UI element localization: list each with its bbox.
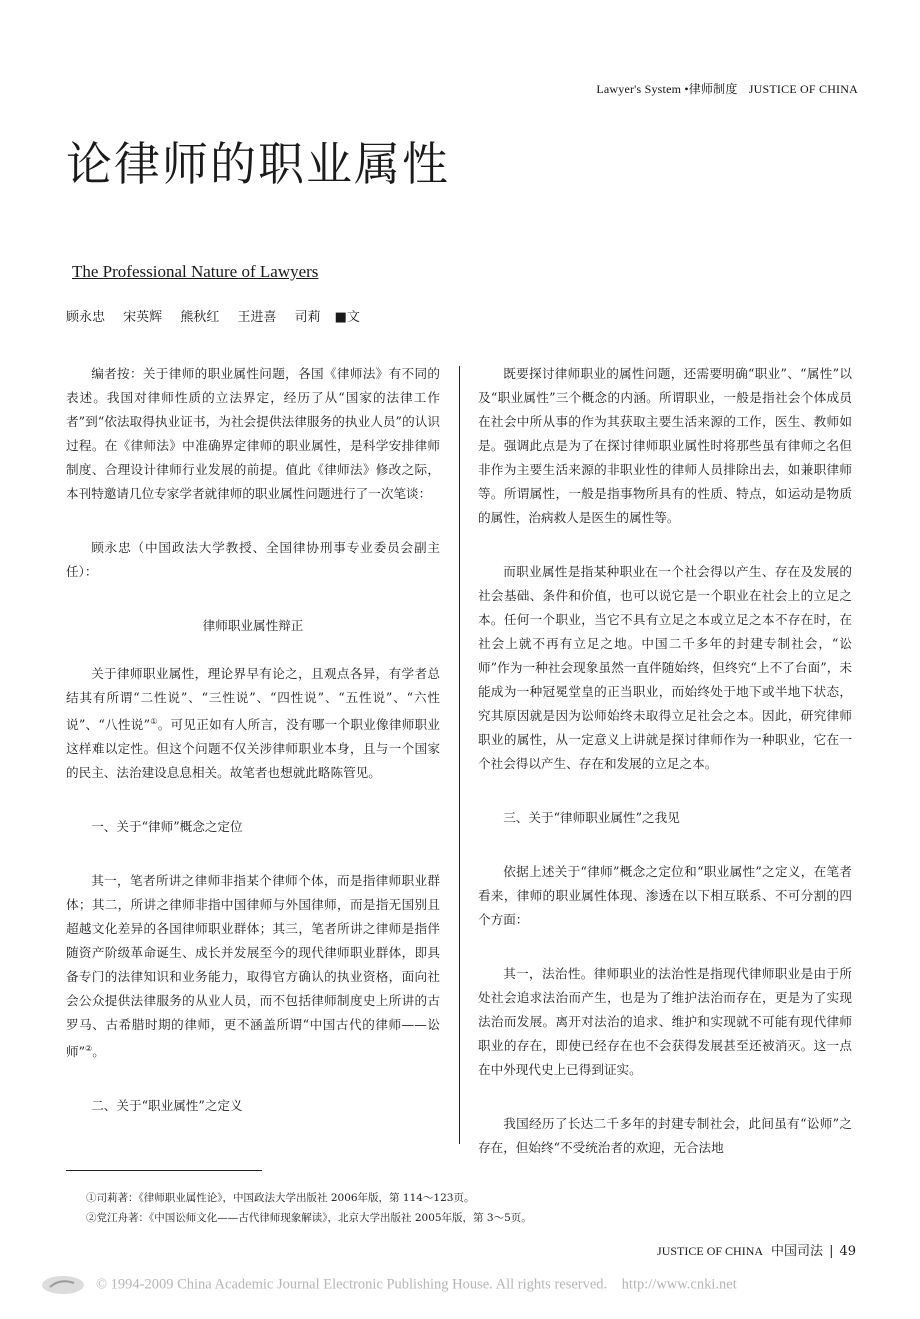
article-subtitle-en: The Professional Nature of Lawyers <box>72 262 319 281</box>
editor-note: 编者按：关于律师的职业属性问题，各国《律师法》有不同的表述。我国对律师性质的立法界定，经历了从“国家的法律工作者”到“依法取得执业证书，为社会提供法律服务的执业人员”的认识过程。在《律师法》中准确界定律师的职业属性，是科学安排律师制度、合理设计律师行业发展的前提。值此《律师法》修改之际，本刊特邀请几位专家学者就律师的职业属性问题进行了一次笔谈： <box>66 366 440 501</box>
paragraph-text: 。 <box>92 1044 105 1060</box>
footnote-item: ①司莉著：《律师职业属性论》，中国政法大学出版社 2006年版，第 114～123页。 <box>86 1192 475 1204</box>
footnote-item: ②党江舟著：《中国讼师文化——古代律师现象解读》，北京大学出版社 2005年版，第 3～5页。 <box>86 1212 532 1224</box>
author-name: 宋英辉 <box>123 310 163 325</box>
author-line <box>66 306 360 325</box>
body-paragraph: 而职业属性是指某种职业在一个社会得以产生、存在及发展的社会基础、条件和价值，也可以说它是一个职业在社会上的立足之本。任何一个职业，当它不具有立足之本或立足之本不存在时，在社会上就不再有立足之地。中国二千多年的封建专制社会，“讼师”作为一种社会现象虽然一直伴随始终，但终究“上不了台面”，未能成为一种冠冕堂皇的正当职业，而始终处于地下或半地下状态，究其原因就是因为讼师始终未取得立足社会之本。因此，研究律师职业的属性，从一定意义上讲就是探讨律师作为一种职业，它在一个社会得以产生、存在和发展的立足之本。 <box>478 564 852 771</box>
author-name: 王进喜 <box>237 310 277 325</box>
body-paragraph: 其一，法治性。律师职业的法治性是指现代律师职业是由于所处社会追求法治而产生，也是为了维护法治而存在，更是为了实现法治而发展。离开对法治的追求、维护和实现就不可能有现代律师职业的存在，即使已经存在也不会获得发展甚至还被消灭。这一点在中外现代史上已得到证实。 <box>478 966 852 1077</box>
article-title: 论律师的职业属性 <box>66 137 450 191</box>
speaker-intro: 顾永忠（中国政法大学教授、全国律协刑事专业委员会副主任）： <box>66 540 440 579</box>
body-paragraph <box>66 869 440 1064</box>
cnki-logo-icon <box>40 1274 86 1296</box>
body-paragraph: 既要探讨律师职业的属性问题，还需要明确“职业”、“属性”以及“职业属性”三个概念的内涵。所谓职业，一般是指社会个体成员在社会中所从事的作为其获取主要生活来源的工作，医生、教师如是。强调此点是为了在探讨律师职业属性时将那些虽有律师之名但非作为主要生活来源的非职业性的律师人员排除出去，如兼职律师等。所谓属性，一般是指事物所具有的性质、特点，如运动是物质的属性，治病救人是医生的属性等。 <box>478 366 852 525</box>
paragraph-text: 关于律师职业属性，理论界早有论之，且观点各异，有学者总结其有所谓“二性说”、“三性说”、“四性说”、“五性说”、“六性说”、“八性说” <box>66 666 440 733</box>
watermark-text: © 1994-2009 China Academic Journal Electronic Publishing House. All rights reserved. http://www.cnki.net <box>96 1276 737 1293</box>
footer-journal-en: JUSTICE OF CHINA <box>657 1244 764 1258</box>
body-paragraph: 我国经历了长达二千多年的封建专制社会，此间虽有“讼师”之存在，但始终“不受统治者的欢迎，无合法地 <box>478 1116 852 1155</box>
section-heading: 二、关于“职业属性”之定义 <box>91 1098 243 1114</box>
footnote-ref[interactable]: ① <box>150 717 158 726</box>
body-paragraph <box>66 662 440 785</box>
paragraph-text: 。可见正如有人所言，没有哪一个职业像律师职业这样难以定性。但这个问题不仅关涉律师职业本身，且与一个国家的民主、法治建设息息相关。故笔者也想就此略陈管见。 <box>66 717 440 781</box>
paragraph-text: 其一，笔者所讲之律师非指某个律师个体，而是指律师职业群体；其二，所讲之律师非指中国律师与外国律师，而是指无国别且超越文化差异的各国律师职业群体；其三，笔者所讲之律师是指伴随资产阶级革命诞生、成长并发展至今的现代律师职业群体，即具备专门的法律知识和业务能力，取得官方确认的执业资格，面向社会公众提供法律服务的从业人员，而不包括律师制度史上所讲的古罗马、古希腊时期的律师，更不涵盖所谓“中国古代的律师——讼师” <box>66 873 440 1060</box>
footnotes <box>86 1188 532 1228</box>
header-section-cn: 律师制度 <box>688 82 738 96</box>
header-bullet: • <box>684 82 689 96</box>
header-section-en: Lawyer's System <box>596 82 682 96</box>
running-header <box>596 80 858 97</box>
author-name: 顾永忠 <box>66 310 106 325</box>
footer-journal-cn: 中国司法 <box>771 1244 824 1259</box>
header-journal: JUSTICE OF CHINA <box>748 82 858 96</box>
footnote-rule <box>66 1170 262 1171</box>
column-divider <box>459 366 460 1144</box>
section-title: 律师职业属性辩正 <box>202 618 304 633</box>
section-heading: 三、关于“律师职业属性”之我见 <box>503 810 680 825</box>
author-name: 熊秋红 <box>180 310 220 325</box>
running-footer: JUSTICE OF CHINA 中国司法 | 49 <box>657 1244 856 1259</box>
author-name: 司莉 <box>294 310 321 325</box>
right-column <box>478 362 852 1182</box>
footnote-ref[interactable]: ② <box>85 1044 93 1054</box>
body-paragraph: 依据上述关于“律师”概念之定位和“职业属性”之定义，在笔者看来，律师的职业属性体现、渗透在以下相互联系、不可分割的四个方面： <box>478 864 852 927</box>
page-number: 49 <box>839 1244 856 1259</box>
left-column <box>66 362 440 1142</box>
section-heading: 一、关于“律师”概念之定位 <box>91 819 243 835</box>
author-suffix: ■文 <box>334 310 360 325</box>
copyright-watermark <box>40 1274 737 1296</box>
